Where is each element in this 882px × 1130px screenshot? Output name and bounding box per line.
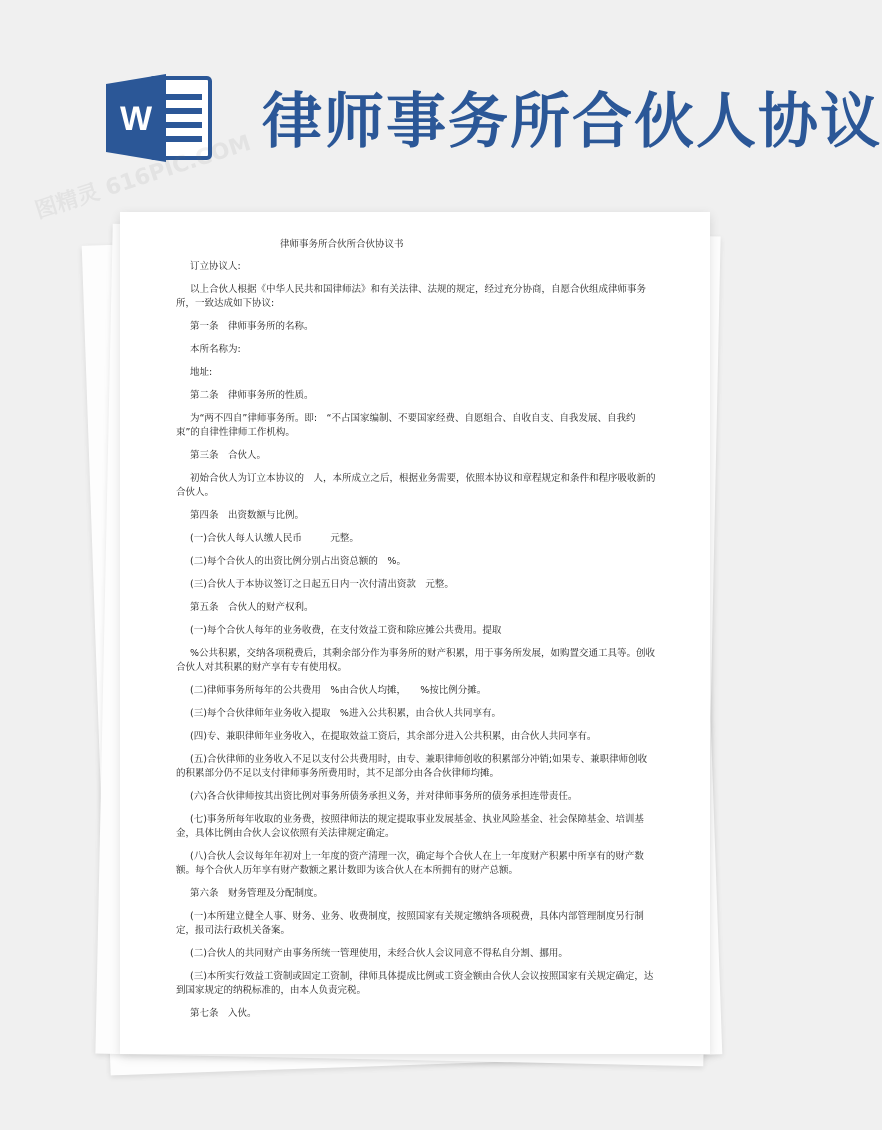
paragraph: (二)律师事务所每年的公共费用 %由合伙人均摊， %按比例分摊。 [190, 685, 487, 696]
paragraph: (三)本所实行效益工资制或固定工资制，律师具体提成比例或工资金额由合伙人会议按照国家有关规定确定，达到国家规定的纳税标准的，由本人负责完税。 [176, 971, 654, 996]
article-heading: 第二条 律师事务所的性质。 [190, 390, 314, 401]
word-document-icon [104, 70, 216, 166]
paragraph: (六)各合伙律师按其出资比例对事务所债务承担义务，并对律师事务所的债务承担连带责任。 [190, 791, 578, 802]
paragraph: (三)合伙人于本协议签订之日起五日内一次付清出资款 元整。 [190, 579, 454, 590]
article-heading: 第三条 合伙人。 [190, 450, 267, 461]
paragraph: (二)每个合伙人的出资比例分别占出资总额的 %。 [190, 556, 406, 567]
paragraph: 为“两不四自”律师事务所。即: “不占国家编制、不要国家经费、自愿组合、自收自支、自我发展、自我约束”的自律性律师工作机构。 [176, 413, 636, 438]
article-heading: 第四条 出资数额与比例。 [190, 510, 305, 521]
article-heading: 第一条 律师事务所的名称。 [190, 321, 314, 332]
paragraph: (四)专、兼职律师年业务收入，在提取效益工资后，其余部分进入公共积累，由合伙人共同享有。 [190, 731, 597, 742]
document-title: 律师事务所合伙所合伙协议书 [280, 239, 404, 250]
article-heading: 第五条 合伙人的财产权利。 [190, 602, 314, 613]
article-heading: 第七条 入伙。 [190, 1008, 257, 1019]
header-banner [0, 0, 882, 200]
paragraph: (七)事务所每年收取的业务费，按照律师法的规定提取事业发展基金、执业风险基金、社会保障基金、培训基金，具体比例由合伙人会议依照有关法律规定确定。 [176, 814, 644, 839]
paragraph: 地址: [190, 367, 213, 378]
paragraph: (八)合伙人会议每年年初对上一年度的资产清理一次，确定每个合伙人在上一年度财产积累中所享有的财产数额。每个合伙人历年享有财产数额之累计数即为该合伙人在本所拥有的财产总额。 [176, 851, 644, 876]
article-heading: 第六条 财务管理及分配制度。 [190, 888, 324, 899]
paragraph: 本所名称为: [190, 344, 241, 355]
document-page [120, 212, 710, 1054]
paragraph: (三)每个合伙律师年业务收入提取 %进入公共积累，由合伙人共同享有。 [190, 708, 501, 719]
svg-text:W: W [119, 100, 153, 138]
paragraph: (一)每个合伙人每年的业务收费，在支付效益工资和除应摊公共费用。提取 [190, 625, 502, 636]
page-title: 律师事务所合伙人协议 [262, 87, 882, 157]
watermark: 图精灵 616PIC.COM [32, 130, 255, 225]
paragraph: 以上合伙人根据《中华人民共和国律师法》和有关法律、法规的规定，经过充分协商，自愿合伙组成律师事务所，一致达成如下协议: [176, 284, 647, 309]
paragraph: (五)合伙律师的业务收入不足以支付公共费用时，由专、兼职律师创收的积累部分冲销;如果专、兼职律师创收的积累部分仍不足以支付律师事务所费用时，其不足部分由各合伙律师均摊。 [176, 754, 648, 779]
document-body [176, 260, 656, 1030]
paragraph: 初始合伙人为订立本协议的 人，本所成立之后，根据业务需要，依照本协议和章程规定和条件和程序吸收新的合伙人。 [176, 473, 656, 498]
paragraph: (一)本所建立健全人事、财务、业务、收费制度，按照国家有关规定缴纳各项税费，具体内部管理制度另行制定，报司法行政机关备案。 [176, 911, 644, 936]
paragraph: 订立协议人: [190, 261, 241, 272]
paragraph: (二)合伙人的共同财产由事务所统一管理使用，未经合伙人会议同意不得私自分割、挪用。 [190, 948, 568, 959]
paragraph: (一)合伙人每人认缴人民币 元整。 [190, 533, 359, 544]
paragraph: %公共积累，交纳各项税费后，其剩余部分作为事务所的财产积累，用于事务所发展，如购置交通工具等。创收合伙人对其积累的财产享有专有使用权。 [176, 648, 656, 673]
